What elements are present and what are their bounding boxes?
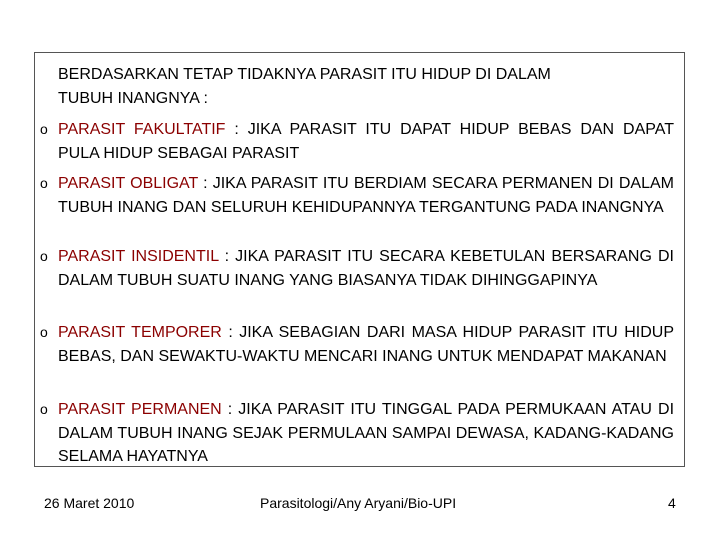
term-fakultatif: PARASIT FAKULTATIF [58, 121, 226, 138]
intro-line-2: TUBUH INANGNYA : [58, 90, 208, 107]
list-item-insidentil [40, 245, 674, 292]
bullet-icon: o [40, 401, 48, 417]
bullet-icon: o [40, 324, 48, 340]
footer-date: 26 Maret 2010 [44, 495, 135, 511]
footer-author: Parasitologi/Any Aryani/Bio-UPI [260, 495, 457, 511]
term-insidentil: PARASIT INSIDENTIL [58, 248, 219, 265]
intro-emphasis: TETAP TIDAKNYA PARASIT ITU HIDUP DI DALAM [183, 66, 551, 83]
definition-obligat: : JIKA PARASIT ITU BERDIAM SECARA PERMANEN DI DALAM TUBUH INANG DAN SELURUH KEHIDUPANNYA TERGANTUNG PADA INANGNYA [58, 175, 674, 216]
bullet-icon: o [40, 248, 48, 264]
list-item-obligat [40, 172, 674, 219]
term-obligat: PARASIT OBLIGAT [58, 175, 198, 192]
list-item-permanen [40, 398, 674, 469]
definition-permanen: : JIKA PARASIT ITU TINGGAL PADA PERMUKAAN ATAU DI DALAM TUBUH INANG SEJAK PERMULAAN SAMPAI DEWASA, KADANG-KADANG SELAMA HAYATNYA [58, 401, 675, 465]
intro-prefix: BERDASARKAN [58, 66, 184, 83]
definition-fakultatif: : JIKA PARASIT ITU DAPAT HIDUP BEBAS DAN DAPAT PULA HIDUP SEBAGAI PARASIT [58, 121, 674, 162]
definition-temporer: : JIKA SEBAGIAN DARI MASA HIDUP PARASIT ITU HIDUP BEBAS, DAN SEWAKTU-WAKTU MENCARI INANG UNTUK MENDAPAT MAKANAN [58, 324, 674, 365]
term-temporer: PARASIT TEMPORER [58, 324, 222, 341]
term-permanen: PARASIT PERMANEN [58, 401, 222, 418]
definition-insidentil: : JIKA PARASIT ITU SECARA KEBETULAN BERSARANG DI DALAM TUBUH SUATU INANG YANG BIASANYA TIDAK DIHINGGAPINYA [58, 248, 674, 289]
bullet-icon: o [40, 121, 48, 137]
intro-heading [58, 63, 678, 111]
bullet-icon: o [40, 175, 48, 191]
list-item-temporer [40, 321, 674, 368]
list-item-fakultatif [40, 118, 674, 165]
footer-page-number: 4 [668, 495, 676, 511]
